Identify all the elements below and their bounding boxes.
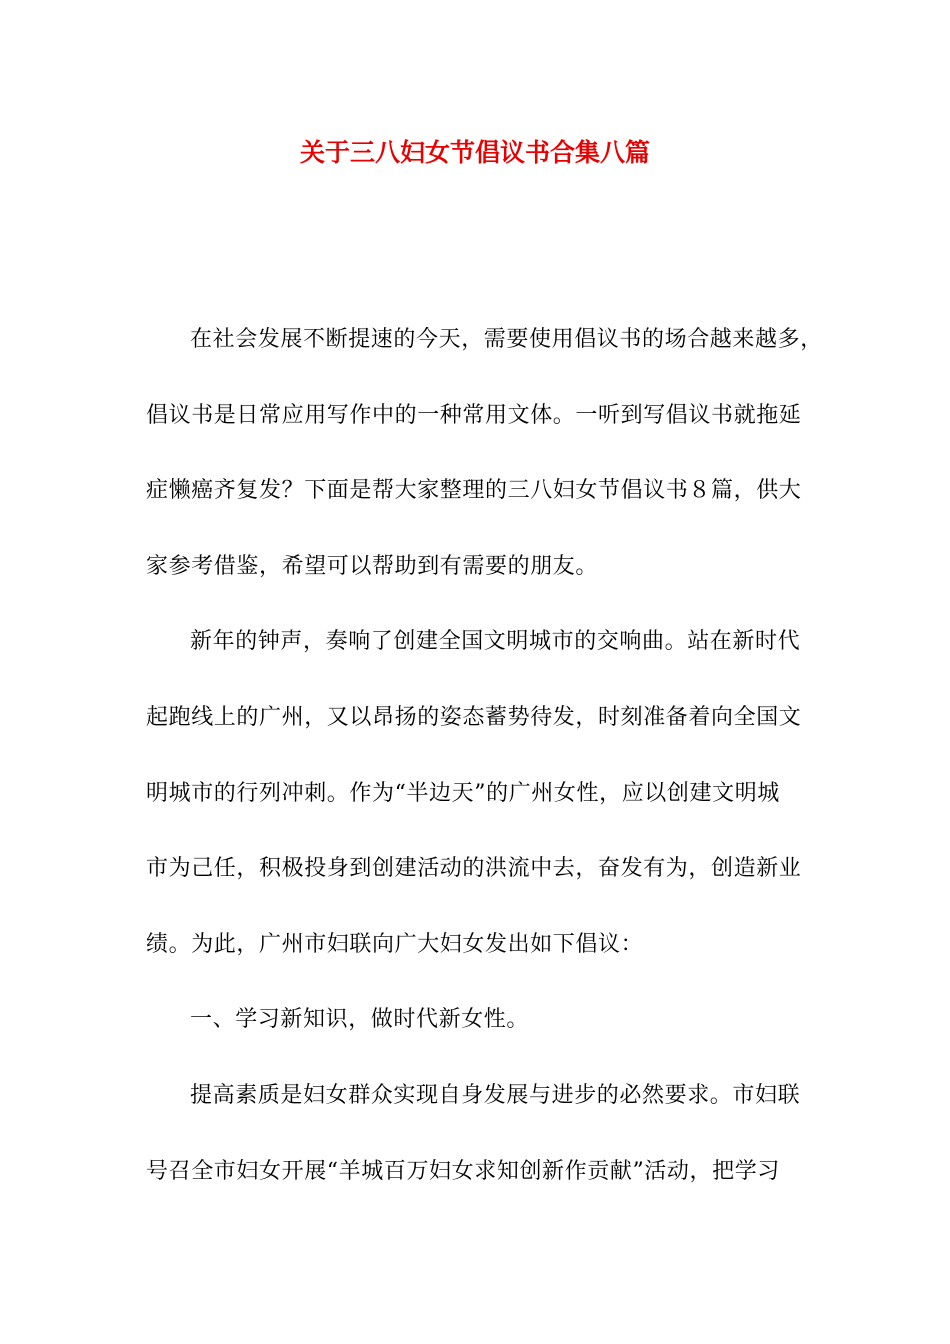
body-line: 起跑线上的广州，又以昂扬的姿态蓄势待发，时刻准备着向全国文: [146, 704, 802, 730]
body-line: 号召全市妇女开展“羊城百万妇女求知创新作贡献”活动，把学习: [146, 1158, 780, 1184]
document-body: [146, 320, 823, 1227]
body-line: 绩。为此，广州市妇联向广大妇女发出如下倡议：: [146, 931, 644, 957]
body-line: 提高素质是妇女群众实现自身发展与进步的必然要求。市妇联: [190, 1082, 801, 1108]
body-line: 新年的钟声，奏响了创建全国文明城市的交响曲。站在新时代: [190, 629, 801, 655]
body-line: 市为己任，积极投身到创建活动的洪流中去，奋发有为，创造新业: [146, 856, 802, 882]
body-line: 明城市的行列冲刺。作为“半边天”的广州女性，应以创建文明城: [146, 780, 780, 806]
body-line: 在社会发展不断提速的今天，需要使用倡议书的场合越来越多，: [190, 327, 823, 352]
document-title: 关于三八妇女节倡议书合集八篇: [299, 138, 650, 167]
body-line: 一、学习新知识，做时代新女性。: [190, 1007, 530, 1033]
body-line: 倡议书是日常应用写作中的一种常用文体。一听到写倡议书就拖延: [146, 402, 802, 428]
body-line: 家参考借鉴，希望可以帮助到有需要的朋友。: [146, 553, 599, 579]
body-line: 症懒癌齐复发？下面是帮大家整理的三八妇女节倡议书８篇，供大: [146, 478, 802, 504]
